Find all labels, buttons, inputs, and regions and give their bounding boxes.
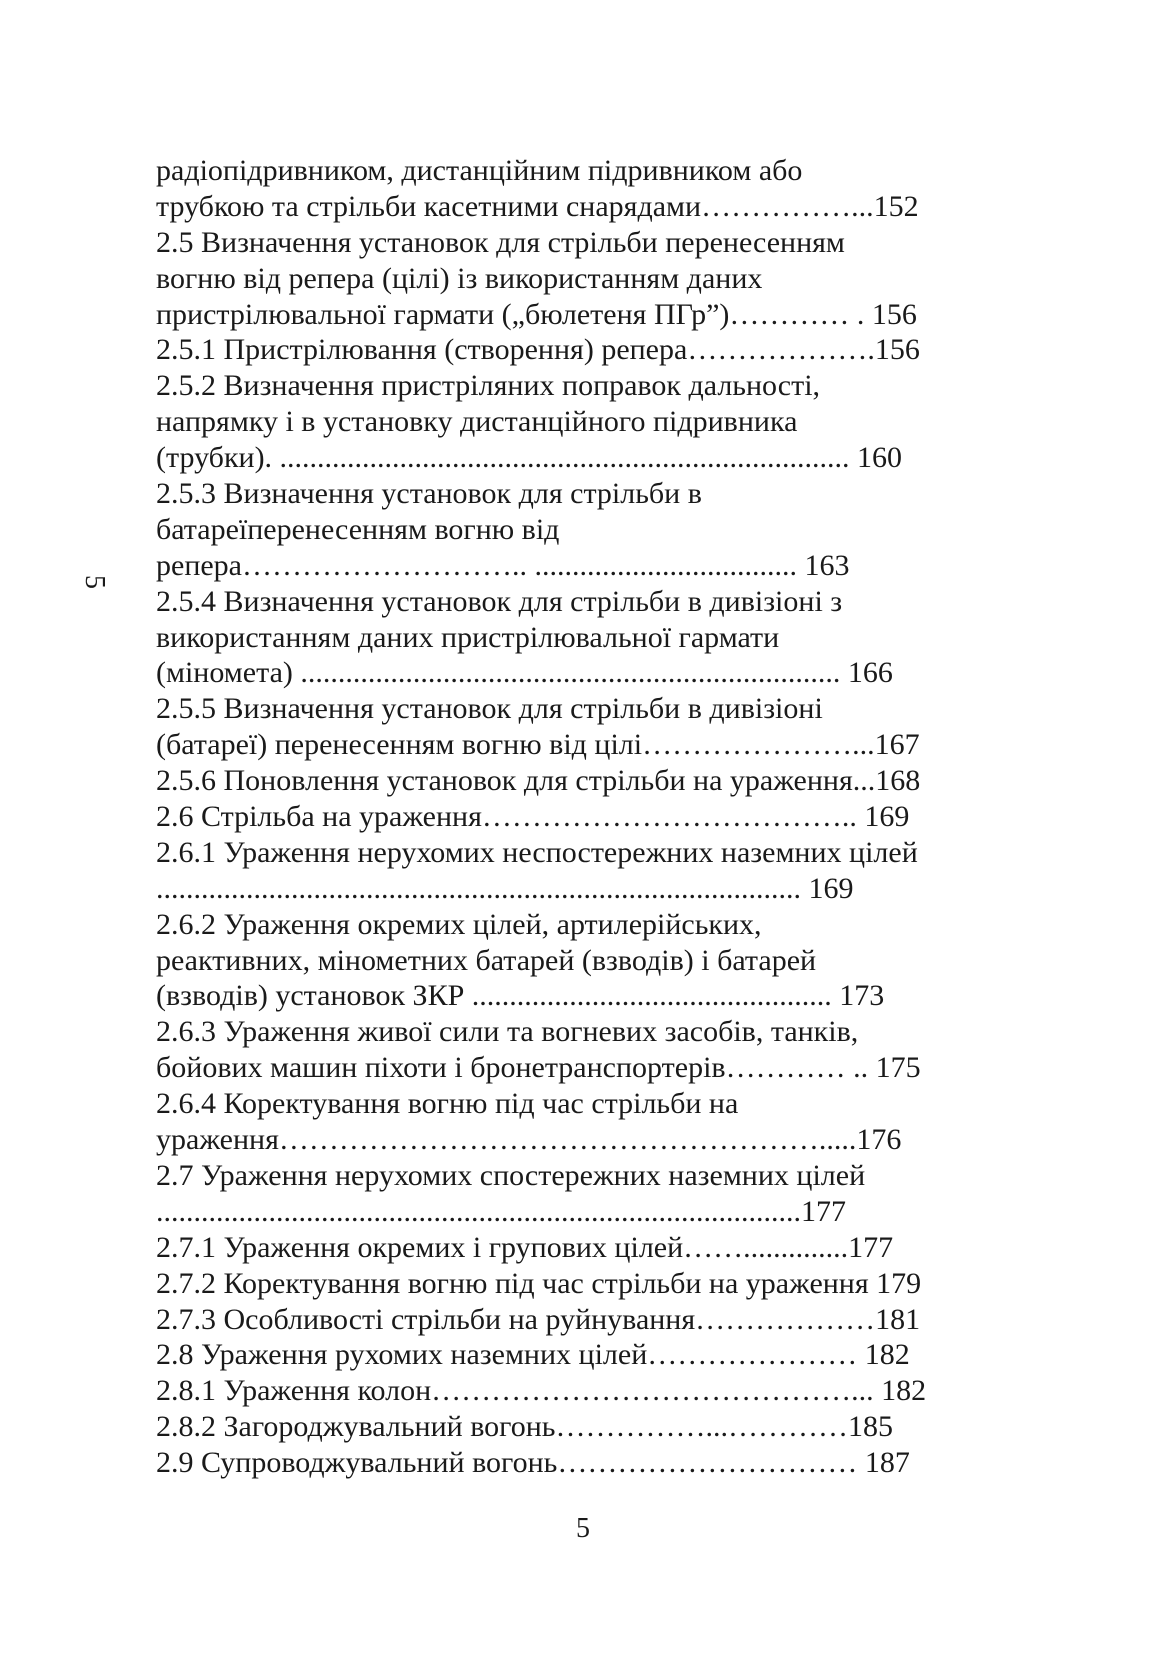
toc-line: (взводів) установок ЗКР ................................................ 173 xyxy=(156,979,885,1013)
page-number: 5 xyxy=(576,1513,590,1544)
margin-page-number: 5 xyxy=(79,575,110,589)
toc-line: 2.6 Стрільба на ураження……………………………….. 169 xyxy=(156,800,910,834)
toc-line: 2.8.1 Ураження колон……………………………………... 182 xyxy=(156,1374,927,1408)
toc-line: вогню від репера (цілі) із використанням даних xyxy=(156,261,763,295)
toc-line: 2.5.2 Визначення пристріляних поправок дальності, xyxy=(156,369,821,403)
toc-line: ...................................................................................... 169 xyxy=(156,871,854,905)
toc-line: батареїперенесенням вогню від xyxy=(156,512,560,546)
toc-line: (батареї) перенесенням вогню від цілі…………………...167 xyxy=(156,728,920,762)
toc-line: ......................................................................................177 xyxy=(156,1194,846,1228)
toc-line: бойових машин піхоти і бронетранспортерів………… .. 175 xyxy=(156,1051,921,1085)
toc-line: 2.5 Визначення установок для стрільби перенесенням xyxy=(156,225,845,259)
toc-line: 2.6.2 Ураження окремих цілей, артилерійських, xyxy=(156,907,762,941)
toc-line: (міномета) ........................................................................ 166 xyxy=(156,656,893,690)
toc-line: 2.5.4 Визначення установок для стрільби в дивізіоні з xyxy=(156,584,843,618)
toc-line: пристрілювальної гармати („бюлетеня ПГр”)………… . 156 xyxy=(156,297,917,331)
toc-line: 2.9 Супроводжувальний вогонь………………………… 187 xyxy=(156,1446,910,1480)
toc-line: 2.6.3 Ураження живої сили та вогневих засобів, танків, xyxy=(156,1015,859,1049)
toc-line: репера……………………….. ................................... 163 xyxy=(156,548,850,582)
toc-line: 2.5.5 Визначення установок для стрільби в дивізіоні xyxy=(156,692,823,726)
toc-line: 2.8.2 Загороджувальний вогонь……………...…………185 xyxy=(156,1410,893,1444)
toc-line: реактивних, мінометних батарей (взводів) і батарей xyxy=(156,943,817,977)
table-of-contents xyxy=(156,153,1006,1481)
toc-line: використанням даних пристрілювальної гармати xyxy=(156,620,780,654)
toc-line: 2.6.4 Коректування вогню під час стрільби на xyxy=(156,1087,739,1121)
toc-line: радіопідривником, дистанційним підривником або xyxy=(156,154,803,187)
toc-line: 2.5.1 Пристрілювання (створення) репера……………….156 xyxy=(156,333,920,367)
toc-line: 2.7 Ураження нерухомих спостережних наземних цілей xyxy=(156,1158,866,1192)
toc-line: 2.8 Ураження рухомих наземних цілей………………… 182 xyxy=(156,1338,910,1372)
toc-line: ураження……………………………………………….....176 xyxy=(156,1123,902,1157)
toc-line: 2.7.1 Ураження окремих і групових цілей……..............177 xyxy=(156,1230,894,1264)
toc-line: трубкою та стрільби касетними снарядами……………...152 xyxy=(156,189,919,223)
toc-line: 2.7.2 Коректування вогню під час стрільби на ураження 179 xyxy=(156,1266,922,1300)
toc-line: напрямку і в установку дистанційного підривника xyxy=(156,405,798,439)
toc-line: 2.5.6 Поновлення установок для стрільби на ураження...168 xyxy=(156,764,921,798)
toc-line: 2.6.1 Ураження нерухомих неспостережних наземних цілей xyxy=(156,835,918,869)
toc-line: (трубки). ............................................................................ 160 xyxy=(156,441,903,475)
toc-line: 2.5.3 Визначення установок для стрільби в xyxy=(156,477,702,511)
toc-line: 2.7.3 Особливості стрільби на руйнування………………181 xyxy=(156,1302,921,1336)
